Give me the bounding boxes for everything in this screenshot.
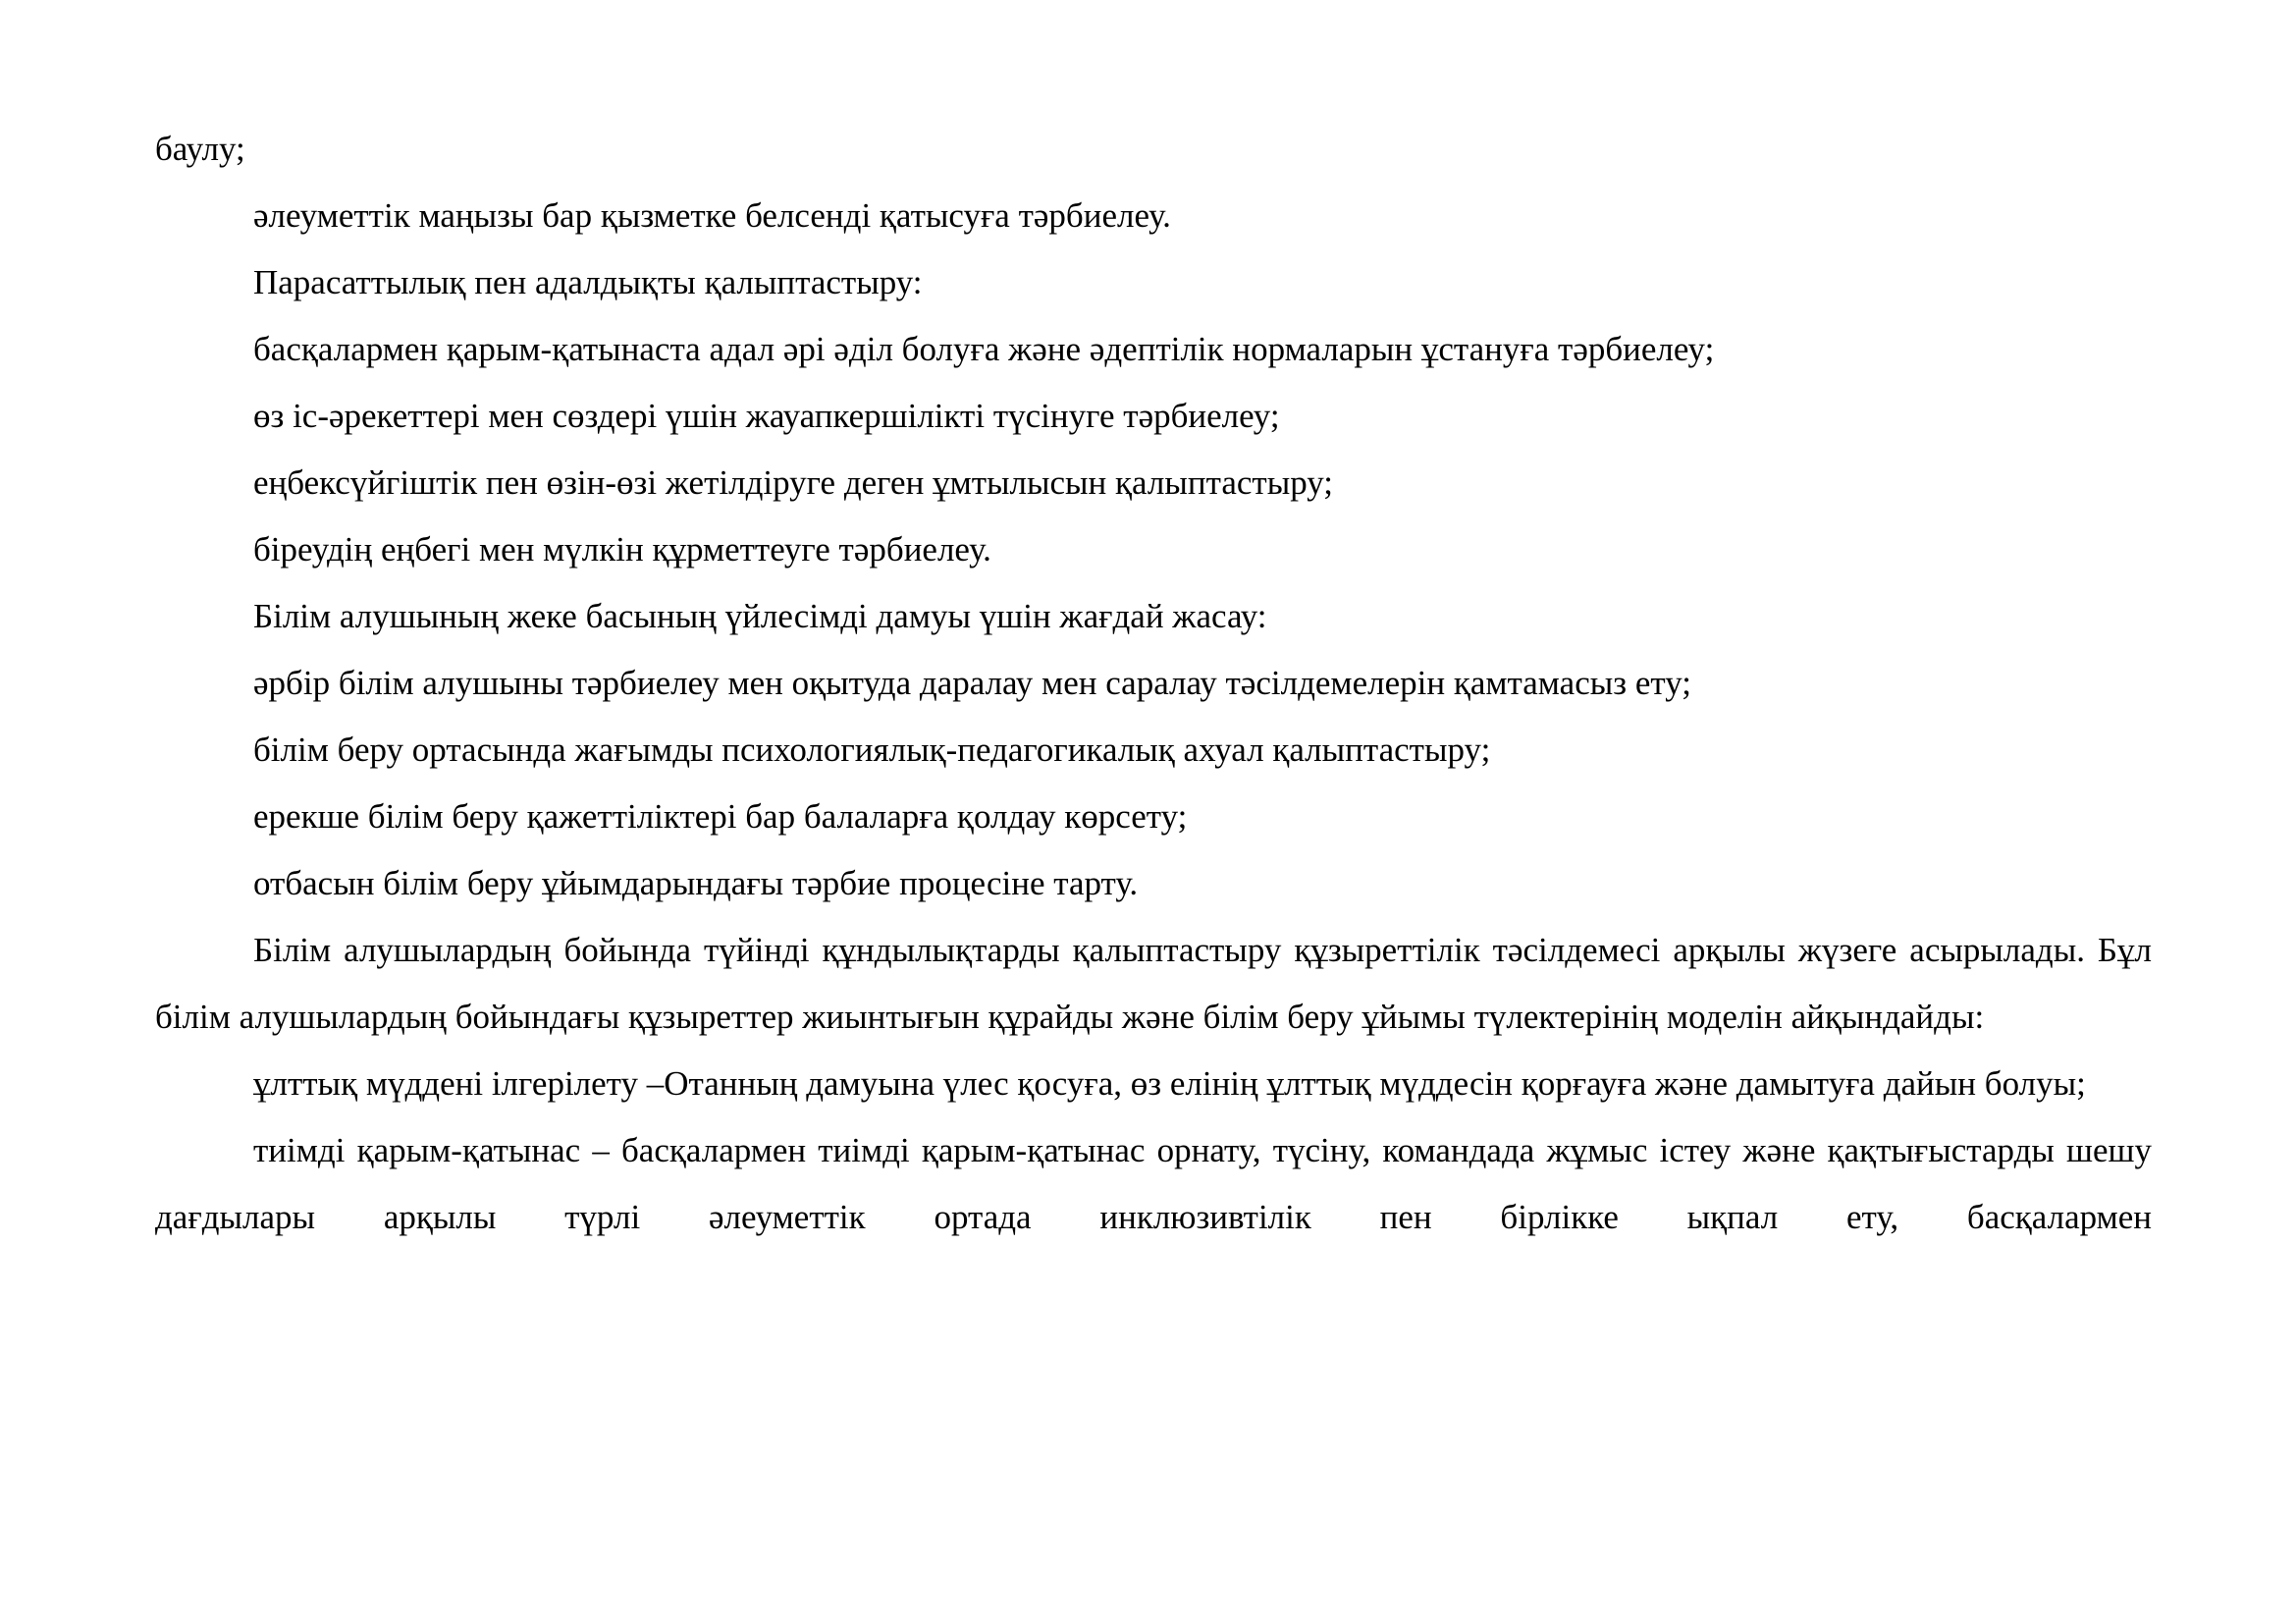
document-page xyxy=(155,116,2152,1251)
paragraph-section-heading: Парасаттылық пен адалдықты қалыптастыру: xyxy=(253,263,923,301)
paragraph-list-item: біреудің еңбегі мен мүлкін құрметтеуге тәрбиелеу. xyxy=(253,530,991,568)
paragraph-continuation: баулу; xyxy=(155,130,245,168)
paragraph-competency: ұлттық мүдденi ілгерілету –Отанның дамуына үлес қосуға, өз елінің ұлттық мүддесін қорғауға және дамытуға дайын болуы; xyxy=(253,1064,2086,1103)
paragraph-list-item: өз іс-әрекеттері мен сөздері үшін жауапкершілікті түсінуге тәрбиелеу; xyxy=(253,397,1280,435)
paragraph-list-item: басқалармен қарым-қатынаста адал әрі әділ болуға және әдептілік нормаларын ұстануға тәрбиелеу; xyxy=(253,330,1715,368)
paragraph-body: Білім алушылардың бойында түйінді құндылықтарды қалыптастыру құзыреттілік тәсілдемесі арқылы жүзеге асырылады. Бұл білім алушылардың бойындағы құзыреттер жиынтығын құрайды және білім беру ұйымы түлектерінің моделін айқындайды: xyxy=(155,931,2152,1036)
paragraph-list-item: еңбексүйгіштік пен өзін-өзі жетілдіруге деген ұмтылысын қалыптастыру; xyxy=(253,463,1334,502)
paragraph-list-item: әрбір білім алушыны тәрбиелеу мен оқытуда даралау мен саралау тәсілдемелерін қамтамасыз ету; xyxy=(253,664,1691,702)
paragraph-competency: тиімді қарым-қатынас – басқалармен тиімді қарым-қатынас орнату, түсіну, командада жұмыс істеу және қақтығыстарды шешу дағдылары арқылы түрлі әлеуметтік ортада инклюзивтілік пен бірлікке ықпал ету, басқалармен xyxy=(155,1131,2152,1236)
paragraph-list-item: әлеуметтік маңызы бар қызметке белсенді қатысуға тәрбиелеу. xyxy=(253,196,1171,235)
paragraph-section-heading: Білім алушының жеке басының үйлесімді дамуы үшін жағдай жасау: xyxy=(253,597,1267,635)
paragraph-list-item: ерекше білім беру қажеттіліктері бар балаларға қолдау көрсету; xyxy=(253,797,1188,836)
paragraph-list-item: отбасын білім беру ұйымдарындағы тәрбие процесіне тарту. xyxy=(253,864,1139,902)
paragraph-list-item: білім беру ортасында жағымды психологиялық-педагогикалық ахуал қалыптастыру; xyxy=(253,731,1491,769)
